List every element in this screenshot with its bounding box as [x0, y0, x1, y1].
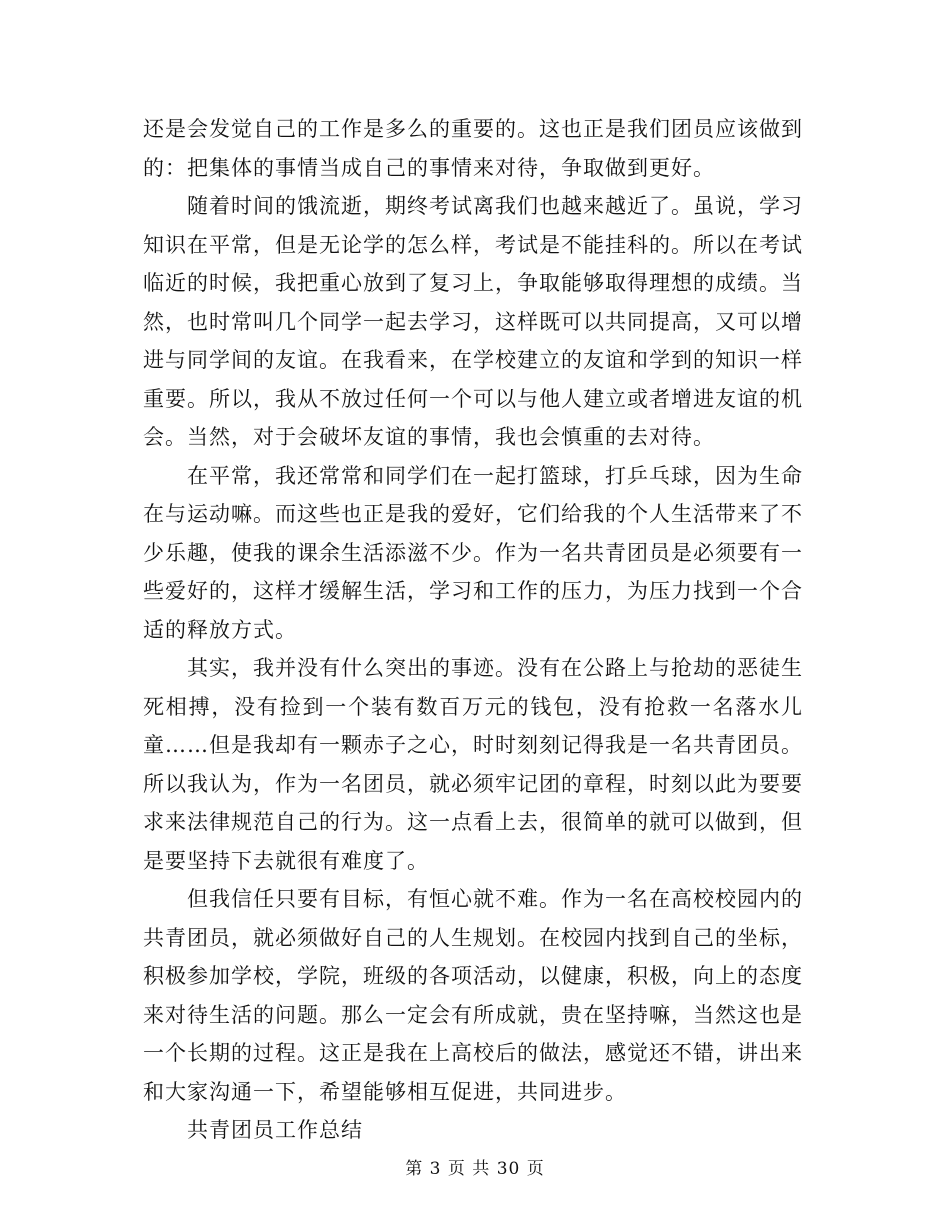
paragraph-continued: 还是会发觉自己的工作是多么的重要的。这也正是我们团员应该做到的：把集体的事情当成自己的事情来对待，争取做到更好。 [143, 117, 803, 180]
paragraph-hobbies: 在平常，我还常常和同学们在一起打篮球，打乒乓球，因为生命在与运动嘛。而这些也正是我的爱好，它们给我的个人生活带来了不少乐趣，使我的课余生活添滋不少。作为一名共青团员是必须要有一些爱好的，这样才缓解生活，学习和工作的压力，为压力找到一个合适的释放方式。 [143, 463, 803, 642]
paragraph-deeds: 其实，我并没有什么突出的事迹。没有在公路上与抢劫的恶徒生死相搏，没有捡到一个装有数百万元的钱包，没有抢救一名落水儿童……但是我却有一颗赤子之心，时时刻刻记得我是一名共青团员。所以我认为，作为一名团员，就必须牢记团的章程，时刻以此为要要求来法律规范自己的行为。这一点看上去，很简单的就可以做到，但是要坚持下去就很有难度了。 [143, 656, 803, 873]
document-body [143, 110, 803, 1150]
section-heading: 共青团员工作总结 [187, 1118, 363, 1142]
paragraph-goals: 但我信任只要有目标，有恒心就不难。作为一名在高校校园内的共青团员，就必须做好自己的人生规划。在校园内找到自己的坐标，积极参加学校，学院，班级的各项活动，以健康，积极，向上的态度来对待生活的问题。那么一定会有所成就，贵在坚持嘛，当然这也是一个长期的过程。这正是我在上高校后的做法，感觉还不错，讲出来和大家沟通一下，希望能够相互促进，共同进步。 [143, 887, 803, 1104]
page-number-footer: 第 3 页 共 30 页 [405, 1159, 545, 1179]
paragraph-exam-review: 随着时间的饿流逝，期终考试离我们也越来越近了。虽说，学习知识在平常，但是无论学的怎么样，考试是不能挂科的。所以在考试临近的时候，我把重心放到了复习上，争取能够取得理想的成绩。当然，也时常叫几个同学一起去学习，这样既可以共同提高，又可以增进与同学间的友谊。在我看来，在学校建立的友谊和学到的知识一样重要。所以，我从不放过任何一个可以与他人建立或者增进友谊的机会。当然，对于会破坏友谊的事情，我也会慎重的去对待。 [143, 194, 803, 449]
